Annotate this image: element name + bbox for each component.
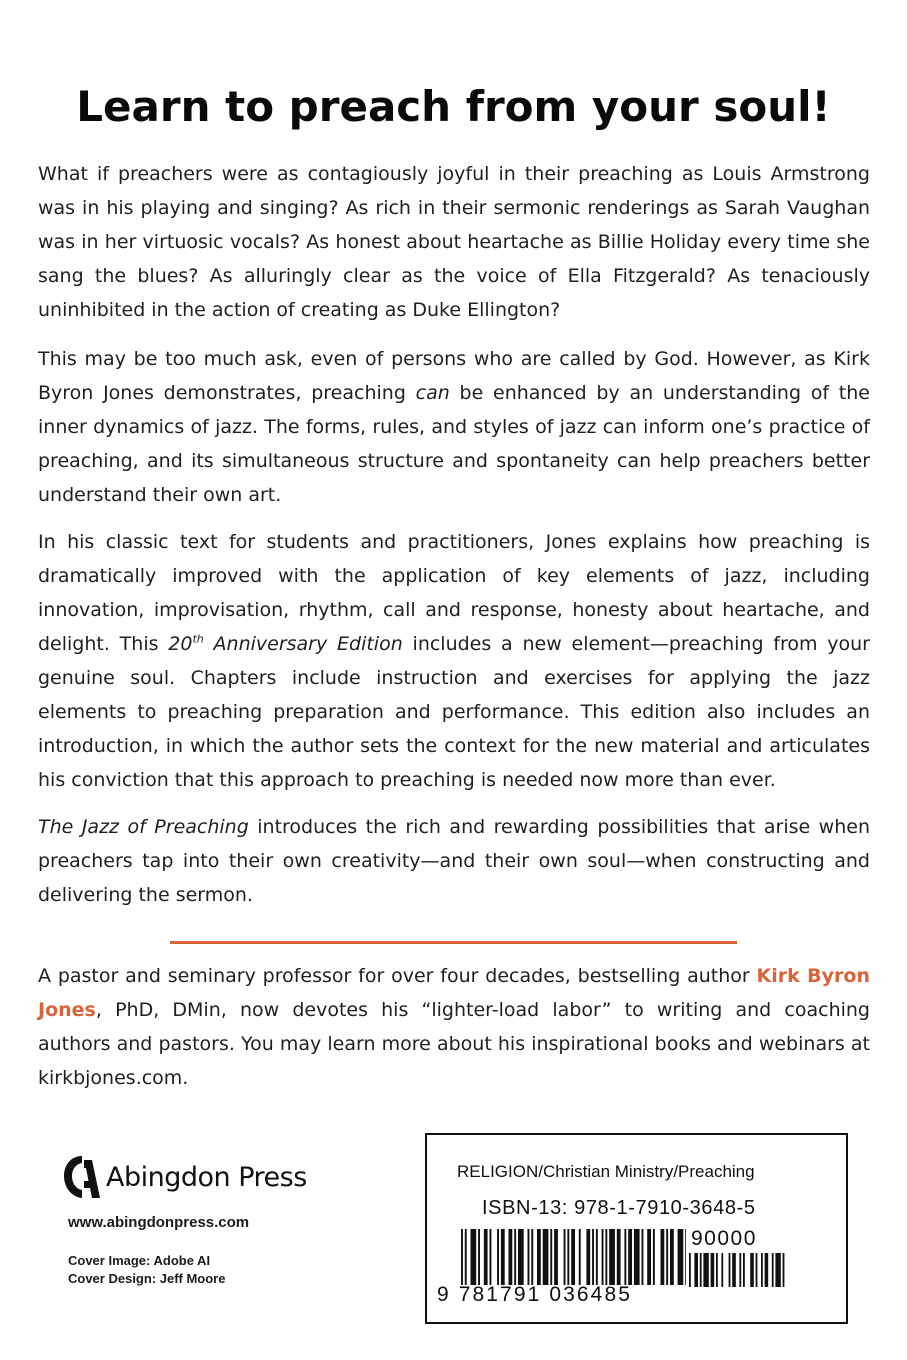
barcode-digits: 9 781791 036485 [437,1283,632,1306]
barcode-bar [602,1229,604,1285]
barcode-bar [743,1253,745,1287]
barcode-bar [739,1253,741,1287]
barcode-bar [617,1229,621,1285]
publisher-logo-block [62,1150,362,1210]
barcode-bar [761,1253,763,1287]
paragraph-2-emphasis: can [415,382,450,404]
description-paragraph-2 [38,342,870,512]
edition-label: Anniversary Edition [203,633,403,655]
edition-title [168,633,402,655]
isbn-label: ISBN-13: 978-1-7910-3648-5 [482,1197,756,1219]
barcode-bar [772,1253,774,1287]
price-code: 90000 [691,1227,757,1250]
barcode-bar [750,1253,754,1287]
bio-text-a: A pastor and seminary professor for over four decades, bestselling author [38,965,757,987]
author-name: Kirk Byron Jones [38,965,870,1021]
paragraph-4-text: introduces the rich and rewarding possibilities that arise when preachers tap into their own creativity—and their own soul—when constructing and delivering the sermon. [38,816,870,906]
barcode-bar [694,1253,698,1287]
description-paragraph-1: What if preachers were as contagiously joyful in their preaching as Louis Armstrong was in his playing and singing? As rich in their sermonic renderings as Sarah Vaughan was in her virtuosic vocals? As honest about heartache as Billie Holiday every time she sang the blues? As alluringly clear as the voice of Ella Fitzgerald? As tenaciously uninhibited in the action of creating as Duke Ellington? [38,163,870,321]
barcode-bar [783,1253,785,1287]
author-bio [38,959,870,1095]
description-paragraph-3 [38,525,870,797]
barcode-bar [609,1229,615,1285]
paragraph-2-text-a: This may be too much ask, even of persons who are called by God. However, as Kirk Byron Jones demonstrates, preaching [38,348,870,404]
barcode-bar [592,1229,594,1285]
barcode-bar [478,1229,480,1285]
price-barcode-icon [689,1253,799,1287]
barcode-bar [537,1229,541,1285]
barcode-bar [642,1229,644,1285]
paragraph-3-text-a: In his classic text for students and practitioners, Jones explains how preaching is dramatically improved with the application of key elements of jazz, including innovation, improvisation, rhythm, call and response, honesty about heartache, and delight. This [38,531,870,655]
paragraph-2-text-b: be enhanced by an understanding of the inner dynamics of jazz. The forms, rules, and styles of jazz can inform one’s practice of preaching, and its simultaneous structure and spontaneity can help preachers better understand their own art. [38,382,870,506]
edition-number: 20 [168,633,193,655]
barcode-bar [634,1229,640,1285]
abingdon-logo-icon [62,1154,102,1200]
cover-design-credit: Cover Design: Jeff Moore [68,1271,226,1286]
barcode-bar [501,1229,505,1285]
barcode-bar [471,1229,477,1285]
barcode-bar [518,1229,524,1285]
barcode-bar [567,1229,569,1285]
barcode-bar [732,1253,736,1287]
barcode-bar [711,1253,715,1287]
barcode-bar [756,1253,758,1287]
barcode-bar [685,1229,686,1285]
barcode-bar [586,1229,590,1285]
barcode-bar [571,1229,575,1285]
barcode-bar [514,1229,516,1285]
barcode-bar [509,1229,513,1285]
barcode-icon [461,1229,686,1285]
barcode-bar [689,1253,691,1287]
book-title: The Jazz of Preaching [38,816,249,838]
headline: Learn to preach from your soul! [76,82,831,131]
bisac-category: RELIGION/Christian Ministry/Preaching [457,1162,755,1181]
barcode-bar [716,1253,718,1287]
barcode-bar [564,1229,566,1285]
cover-image-credit: Cover Image: Adobe AI [68,1253,211,1268]
barcode-bar [550,1229,552,1285]
barcode-bar [678,1229,684,1285]
barcode-bar [765,1253,769,1287]
paragraph-3-text-b: includes a new element—preaching from your genuine soul. Chapters include instruction and exercises for applying the jazz elements to preaching preparation and performance. This edition also includes an introduction, in which the author sets the context for the new material and articulates his conviction that this approach to preaching is needed now more than ever. [38,633,870,791]
barcode-bar [661,1229,665,1285]
barcode-bar [700,1253,702,1287]
barcode-bar [670,1229,674,1285]
barcode-bar [531,1229,533,1285]
barcode-box [425,1133,848,1324]
barcode-bar [624,1229,626,1285]
publisher-name: Abingdon Press [106,1162,307,1193]
barcode-bar [605,1229,607,1285]
barcode-bar [653,1229,655,1285]
barcode-bar [703,1253,708,1287]
barcode-bar [628,1229,632,1285]
barcode-bar [666,1229,668,1285]
barcode-bar [490,1229,492,1285]
barcode-bar [721,1253,723,1287]
barcode-bar [484,1229,488,1285]
bio-text-b: , PhD, DMin, now devotes his “lighter-load labor” to writing and coaching authors and pastors. You may learn more about his inspirational books and webinars at kirkbjones.com. [38,999,870,1089]
barcode-bar [596,1229,598,1285]
publisher-url: www.abingdonpress.com [68,1214,250,1231]
edition-ordinal: th [192,632,204,646]
barcode-bar [543,1229,549,1285]
description-paragraph-4 [38,810,870,912]
barcode-bar [775,1253,780,1287]
barcode-bar [528,1229,530,1285]
barcode-bar [579,1229,581,1285]
barcode-bar [729,1253,731,1287]
barcode-bar [647,1229,651,1285]
barcode-bar [554,1229,558,1285]
barcode-bar [497,1229,499,1285]
barcode-bar [461,1229,463,1285]
section-divider [170,941,737,944]
barcode-bar [465,1229,467,1285]
